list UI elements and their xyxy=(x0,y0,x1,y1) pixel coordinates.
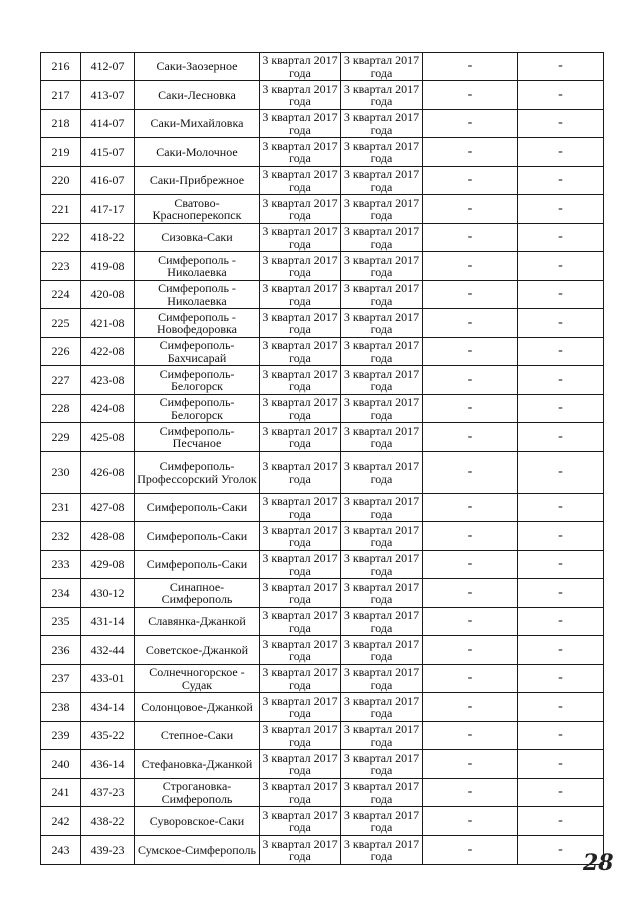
cell-route-code: 430-12 xyxy=(81,579,135,608)
cell-empty-value: - xyxy=(518,693,604,722)
cell-end-period: 3 квартал 2017 года xyxy=(341,195,423,224)
cell-empty-value: - xyxy=(423,338,518,366)
cell-end-period: 3 квартал 2017 года xyxy=(341,252,423,281)
cell-route-code: 425-08 xyxy=(81,423,135,452)
cell-route-name: Симферополь-Белогорск xyxy=(135,395,260,423)
table-row xyxy=(41,494,604,522)
cell-route-code: 428-08 xyxy=(81,522,135,551)
cell-end-period: 3 квартал 2017 года xyxy=(341,395,423,423)
table-row xyxy=(41,138,604,167)
cell-empty-value: - xyxy=(518,608,604,636)
cell-end-period: 3 квартал 2017 года xyxy=(341,665,423,693)
table-row xyxy=(41,750,604,779)
cell-end-period: 3 квартал 2017 года xyxy=(341,636,423,665)
table-row xyxy=(41,452,604,494)
cell-empty-value: - xyxy=(423,693,518,722)
cell-number: 223 xyxy=(41,252,81,281)
cell-empty-value: - xyxy=(518,252,604,281)
cell-route-code: 423-08 xyxy=(81,366,135,395)
cell-route-code: 436-14 xyxy=(81,750,135,779)
cell-route-name: Саки-Прибрежное xyxy=(135,167,260,195)
cell-route-code: 420-08 xyxy=(81,281,135,309)
cell-end-period: 3 квартал 2017 года xyxy=(341,579,423,608)
cell-empty-value: - xyxy=(518,579,604,608)
cell-empty-value: - xyxy=(518,722,604,750)
cell-route-code: 414-07 xyxy=(81,110,135,138)
cell-start-period: 3 квартал 2017 года xyxy=(260,722,341,750)
cell-empty-value: - xyxy=(518,551,604,579)
cell-number: 225 xyxy=(41,309,81,338)
cell-empty-value: - xyxy=(423,395,518,423)
cell-number: 227 xyxy=(41,366,81,395)
cell-start-period: 3 квартал 2017 года xyxy=(260,608,341,636)
cell-route-name: Симферополь-Саки xyxy=(135,494,260,522)
cell-number: 226 xyxy=(41,338,81,366)
table-row xyxy=(41,423,604,452)
cell-number: 222 xyxy=(41,224,81,252)
cell-route-name: Саки-Заозерное xyxy=(135,53,260,81)
cell-route-name: Суворовское-Саки xyxy=(135,807,260,836)
cell-end-period: 3 квартал 2017 года xyxy=(341,779,423,807)
table-row xyxy=(41,224,604,252)
cell-empty-value: - xyxy=(518,309,604,338)
cell-empty-value: - xyxy=(423,366,518,395)
page-number: 28 xyxy=(583,850,614,876)
cell-empty-value: - xyxy=(518,779,604,807)
cell-end-period: 3 квартал 2017 года xyxy=(341,138,423,167)
cell-start-period: 3 квартал 2017 года xyxy=(260,366,341,395)
cell-route-name: Советское-Джанкой xyxy=(135,636,260,665)
cell-number: 232 xyxy=(41,522,81,551)
cell-route-name: Симферополь - Николаевка xyxy=(135,252,260,281)
cell-route-name: Симферополь - Новофедоровка xyxy=(135,309,260,338)
table-row xyxy=(41,338,604,366)
cell-start-period: 3 квартал 2017 года xyxy=(260,110,341,138)
cell-empty-value: - xyxy=(518,110,604,138)
cell-empty-value: - xyxy=(518,195,604,224)
cell-route-code: 435-22 xyxy=(81,722,135,750)
cell-route-code: 431-14 xyxy=(81,608,135,636)
cell-number: 238 xyxy=(41,693,81,722)
cell-start-period: 3 квартал 2017 года xyxy=(260,395,341,423)
table-row xyxy=(41,110,604,138)
cell-route-code: 422-08 xyxy=(81,338,135,366)
cell-empty-value: - xyxy=(518,423,604,452)
cell-route-name: Синапное-Симферополь xyxy=(135,579,260,608)
cell-number: 242 xyxy=(41,807,81,836)
cell-empty-value: - xyxy=(423,836,518,865)
cell-route-code: 437-23 xyxy=(81,779,135,807)
cell-empty-value: - xyxy=(518,281,604,309)
cell-empty-value: - xyxy=(423,195,518,224)
cell-start-period: 3 квартал 2017 года xyxy=(260,452,341,494)
cell-route-code: 439-23 xyxy=(81,836,135,865)
cell-start-period: 3 квартал 2017 года xyxy=(260,309,341,338)
cell-start-period: 3 квартал 2017 года xyxy=(260,693,341,722)
cell-empty-value: - xyxy=(518,366,604,395)
cell-number: 233 xyxy=(41,551,81,579)
cell-empty-value: - xyxy=(518,807,604,836)
table-row xyxy=(41,693,604,722)
cell-end-period: 3 квартал 2017 года xyxy=(341,224,423,252)
cell-end-period: 3 квартал 2017 года xyxy=(341,693,423,722)
table-row xyxy=(41,665,604,693)
cell-route-name: Сизовка-Саки xyxy=(135,224,260,252)
cell-route-code: 417-17 xyxy=(81,195,135,224)
cell-end-period: 3 квартал 2017 года xyxy=(341,551,423,579)
cell-end-period: 3 квартал 2017 года xyxy=(341,81,423,110)
cell-route-code: 433-01 xyxy=(81,665,135,693)
cell-number: 228 xyxy=(41,395,81,423)
cell-route-code: 426-08 xyxy=(81,452,135,494)
cell-start-period: 3 квартал 2017 года xyxy=(260,494,341,522)
cell-empty-value: - xyxy=(423,494,518,522)
table-row xyxy=(41,167,604,195)
cell-empty-value: - xyxy=(518,167,604,195)
cell-empty-value: - xyxy=(518,81,604,110)
cell-empty-value: - xyxy=(423,81,518,110)
table-row xyxy=(41,522,604,551)
cell-route-code: 429-08 xyxy=(81,551,135,579)
cell-empty-value: - xyxy=(518,665,604,693)
cell-empty-value: - xyxy=(423,522,518,551)
cell-route-name: Сумское-Симферополь xyxy=(135,836,260,865)
cell-end-period: 3 квартал 2017 года xyxy=(341,522,423,551)
cell-number: 229 xyxy=(41,423,81,452)
cell-number: 224 xyxy=(41,281,81,309)
cell-start-period: 3 квартал 2017 года xyxy=(260,551,341,579)
cell-start-period: 3 квартал 2017 года xyxy=(260,195,341,224)
cell-number: 219 xyxy=(41,138,81,167)
cell-end-period: 3 квартал 2017 года xyxy=(341,110,423,138)
cell-route-name: Сватово-Красноперекопск xyxy=(135,195,260,224)
cell-route-name: Саки-Молочное xyxy=(135,138,260,167)
cell-empty-value: - xyxy=(423,665,518,693)
cell-start-period: 3 квартал 2017 года xyxy=(260,167,341,195)
cell-route-code: 412-07 xyxy=(81,53,135,81)
cell-start-period: 3 квартал 2017 года xyxy=(260,522,341,551)
cell-route-name: Солнечногорское - Судак xyxy=(135,665,260,693)
cell-empty-value: - xyxy=(423,807,518,836)
cell-route-name: Саки-Михайловка xyxy=(135,110,260,138)
cell-end-period: 3 квартал 2017 года xyxy=(341,366,423,395)
cell-route-name: Славянка-Джанкой xyxy=(135,608,260,636)
cell-route-code: 419-08 xyxy=(81,252,135,281)
cell-empty-value: - xyxy=(423,608,518,636)
cell-route-name: Степное-Саки xyxy=(135,722,260,750)
cell-start-period: 3 квартал 2017 года xyxy=(260,423,341,452)
table-row xyxy=(41,53,604,81)
cell-route-code: 413-07 xyxy=(81,81,135,110)
cell-empty-value: - xyxy=(423,779,518,807)
cell-end-period: 3 квартал 2017 года xyxy=(341,167,423,195)
table-row xyxy=(41,395,604,423)
table-row xyxy=(41,779,604,807)
table-row xyxy=(41,81,604,110)
cell-empty-value: - xyxy=(518,836,604,865)
cell-route-code: 438-22 xyxy=(81,807,135,836)
cell-number: 235 xyxy=(41,608,81,636)
table-row xyxy=(41,281,604,309)
cell-empty-value: - xyxy=(423,53,518,81)
cell-empty-value: - xyxy=(423,138,518,167)
cell-empty-value: - xyxy=(423,551,518,579)
cell-start-period: 3 квартал 2017 года xyxy=(260,281,341,309)
cell-empty-value: - xyxy=(518,138,604,167)
cell-empty-value: - xyxy=(423,110,518,138)
cell-empty-value: - xyxy=(423,281,518,309)
cell-number: 216 xyxy=(41,53,81,81)
table-row xyxy=(41,551,604,579)
cell-number: 217 xyxy=(41,81,81,110)
cell-route-name: Строгановка-Симферополь xyxy=(135,779,260,807)
cell-start-period: 3 квартал 2017 года xyxy=(260,750,341,779)
cell-empty-value: - xyxy=(423,252,518,281)
cell-number: 236 xyxy=(41,636,81,665)
cell-number: 241 xyxy=(41,779,81,807)
cell-route-name: Симферополь-Профессорский Уголок xyxy=(135,452,260,494)
cell-route-code: 418-22 xyxy=(81,224,135,252)
cell-route-code: 421-08 xyxy=(81,309,135,338)
cell-end-period: 3 квартал 2017 года xyxy=(341,494,423,522)
cell-empty-value: - xyxy=(518,452,604,494)
cell-end-period: 3 квартал 2017 года xyxy=(341,836,423,865)
cell-route-name: Солонцовое-Джанкой xyxy=(135,693,260,722)
cell-route-code: 416-07 xyxy=(81,167,135,195)
cell-route-code: 427-08 xyxy=(81,494,135,522)
cell-number: 221 xyxy=(41,195,81,224)
cell-route-code: 432-44 xyxy=(81,636,135,665)
cell-empty-value: - xyxy=(423,309,518,338)
cell-start-period: 3 квартал 2017 года xyxy=(260,224,341,252)
cell-route-name: Симферополь-Белогорск xyxy=(135,366,260,395)
cell-end-period: 3 квартал 2017 года xyxy=(341,423,423,452)
cell-number: 239 xyxy=(41,722,81,750)
cell-end-period: 3 квартал 2017 года xyxy=(341,807,423,836)
table-row xyxy=(41,836,604,865)
cell-route-code: 415-07 xyxy=(81,138,135,167)
cell-end-period: 3 квартал 2017 года xyxy=(341,281,423,309)
cell-empty-value: - xyxy=(423,423,518,452)
cell-empty-value: - xyxy=(423,722,518,750)
cell-start-period: 3 квартал 2017 года xyxy=(260,579,341,608)
cell-start-period: 3 квартал 2017 года xyxy=(260,53,341,81)
cell-route-name: Симферополь-Саки xyxy=(135,522,260,551)
cell-empty-value: - xyxy=(518,395,604,423)
cell-start-period: 3 квартал 2017 года xyxy=(260,665,341,693)
cell-empty-value: - xyxy=(423,224,518,252)
cell-start-period: 3 квартал 2017 года xyxy=(260,252,341,281)
cell-start-period: 3 квартал 2017 года xyxy=(260,836,341,865)
cell-end-period: 3 квартал 2017 года xyxy=(341,53,423,81)
cell-number: 230 xyxy=(41,452,81,494)
cell-route-code: 434-14 xyxy=(81,693,135,722)
cell-start-period: 3 квартал 2017 года xyxy=(260,138,341,167)
table-row xyxy=(41,579,604,608)
cell-start-period: 3 квартал 2017 года xyxy=(260,807,341,836)
cell-number: 231 xyxy=(41,494,81,522)
cell-empty-value: - xyxy=(518,494,604,522)
cell-end-period: 3 квартал 2017 года xyxy=(341,608,423,636)
cell-end-period: 3 квартал 2017 года xyxy=(341,722,423,750)
cell-route-name: Стефановка-Джанкой xyxy=(135,750,260,779)
cell-empty-value: - xyxy=(518,338,604,366)
cell-number: 237 xyxy=(41,665,81,693)
cell-start-period: 3 квартал 2017 года xyxy=(260,338,341,366)
cell-empty-value: - xyxy=(423,750,518,779)
table-row xyxy=(41,807,604,836)
cell-empty-value: - xyxy=(518,53,604,81)
cell-end-period: 3 квартал 2017 года xyxy=(341,750,423,779)
cell-number: 240 xyxy=(41,750,81,779)
table-row xyxy=(41,252,604,281)
cell-empty-value: - xyxy=(423,452,518,494)
cell-start-period: 3 квартал 2017 года xyxy=(260,779,341,807)
table-row xyxy=(41,636,604,665)
cell-empty-value: - xyxy=(518,224,604,252)
cell-empty-value: - xyxy=(518,750,604,779)
table-row xyxy=(41,309,604,338)
cell-number: 243 xyxy=(41,836,81,865)
cell-route-code: 424-08 xyxy=(81,395,135,423)
table-body xyxy=(41,53,604,865)
table-row xyxy=(41,722,604,750)
cell-empty-value: - xyxy=(423,167,518,195)
table-row xyxy=(41,608,604,636)
cell-empty-value: - xyxy=(518,636,604,665)
cell-route-name: Симферополь-Саки xyxy=(135,551,260,579)
cell-route-name: Симферополь-Бахчисарай xyxy=(135,338,260,366)
cell-empty-value: - xyxy=(423,579,518,608)
cell-number: 220 xyxy=(41,167,81,195)
cell-route-name: Симферополь-Песчаное xyxy=(135,423,260,452)
cell-route-name: Симферополь - Николаевка xyxy=(135,281,260,309)
cell-start-period: 3 квартал 2017 года xyxy=(260,81,341,110)
cell-end-period: 3 квартал 2017 года xyxy=(341,309,423,338)
table-row xyxy=(41,366,604,395)
cell-empty-value: - xyxy=(518,522,604,551)
cell-number: 218 xyxy=(41,110,81,138)
cell-empty-value: - xyxy=(423,636,518,665)
cell-route-name: Саки-Лесновка xyxy=(135,81,260,110)
cell-start-period: 3 квартал 2017 года xyxy=(260,636,341,665)
cell-end-period: 3 квартал 2017 года xyxy=(341,452,423,494)
cell-number: 234 xyxy=(41,579,81,608)
table-row xyxy=(41,195,604,224)
schedule-table xyxy=(40,52,604,865)
cell-end-period: 3 квартал 2017 года xyxy=(341,338,423,366)
